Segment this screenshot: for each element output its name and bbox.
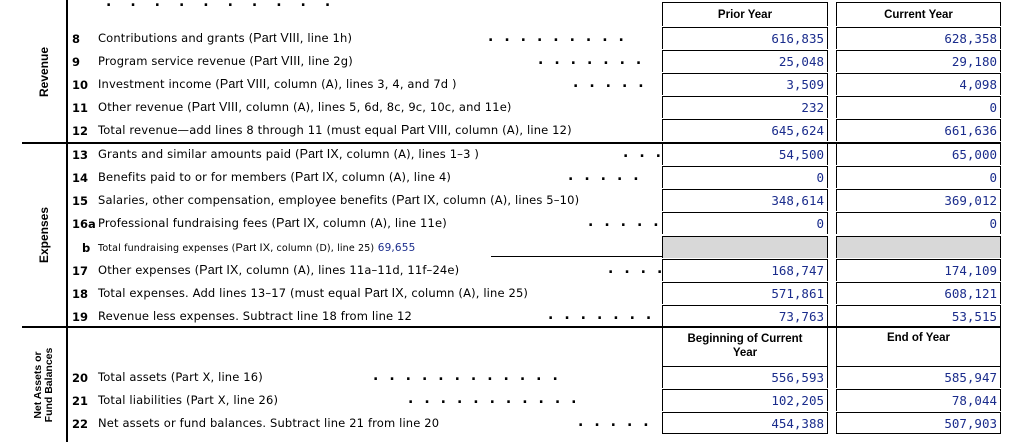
line-number: 10 (72, 78, 89, 92)
line-number: 17 (72, 264, 89, 278)
leader-dots: .... (608, 261, 674, 277)
line-21-row (68, 389, 658, 412)
line-description: Total assets (Part X, line 16) (98, 370, 263, 384)
prior-year-cell: 571,861 (662, 282, 828, 304)
leader-dots: ..... (568, 168, 650, 184)
prior-year-cell: 54,500 (662, 143, 828, 165)
line-14-row (68, 166, 658, 189)
current-year-cell: 369,012 (836, 189, 1001, 211)
prior-year-cell: 102,205 (662, 389, 828, 411)
revenue-label: Revenue (37, 46, 51, 97)
line-18-row (68, 282, 658, 305)
line-description: Net assets or fund balances. Subtract line 21 from line 20 (98, 416, 440, 430)
current-year-cell: 608,121 (836, 282, 1001, 304)
prior-year-cell: 556,593 (662, 366, 828, 388)
beginning-of-year-header: Beginning of Current Year (687, 333, 803, 359)
current-year-cell: 507,903 (836, 412, 1001, 434)
line-b-row (68, 236, 658, 259)
current-year-cell: 174,109 (836, 259, 1001, 281)
end-of-year-header: End of Year (886, 332, 951, 344)
line-8-row (68, 27, 658, 50)
prior-year-cell: 348,614 (662, 189, 828, 211)
line-10-row (68, 73, 658, 96)
line-number: 22 (72, 417, 89, 431)
line-number: 9 (72, 55, 81, 69)
current-year-cell: 0 (836, 96, 1001, 118)
leader-dots: ........... (408, 391, 588, 407)
current-year-cell: 53,515 (836, 305, 1001, 327)
current-year-cell: 78,044 (836, 389, 1001, 411)
line-description: Revenue less expenses. Subtract line 18 from line 12 (98, 309, 412, 323)
line-description: Salaries, other compensation, employee benefits (Part IX, column (A), lines 5–10) (98, 193, 580, 207)
line-number: 11 (72, 101, 89, 115)
current-year-cell: 0 (836, 166, 1001, 188)
line-description: Other revenue (Part VIII, column (A), lines 5, 6d, 8c, 9c, 10c, and 11e) (98, 100, 512, 114)
current-year-cell: 661,636 (836, 119, 1001, 141)
expenses-section-label (22, 143, 68, 327)
line-description: Total liabilities (Part X, line 26) (98, 393, 279, 407)
line-description: Professional fundraising fees (Part IX, column (A), line 11e) (98, 216, 447, 230)
line-16a-row (68, 212, 670, 235)
line-20-row (68, 366, 658, 389)
prior-year-cell: 73,763 (662, 305, 828, 327)
line-description: Other expenses (Part IX, column (A), lines 11a–11d, 11f–24e) (98, 263, 460, 277)
leader-dots: ..... (588, 214, 670, 230)
inline-underline (491, 256, 676, 257)
leader-dots: ............ (373, 368, 569, 384)
current-year-cell (836, 236, 1001, 258)
current-year-cell: 4,098 (836, 73, 1001, 95)
expenses-label: Expenses (37, 206, 51, 264)
line-number: 16a (72, 217, 96, 231)
line-number: 13 (72, 148, 89, 162)
prior-year-cell: 0 (662, 166, 828, 188)
leader-dots: ..... (578, 414, 660, 430)
line-number: 18 (72, 287, 89, 301)
current-year-cell: 628,358 (836, 27, 1001, 49)
line-13-row (68, 143, 672, 166)
leader-dots: ....... (548, 307, 663, 323)
prior-year-cell: 25,048 (662, 50, 828, 72)
line-22-row (68, 412, 658, 435)
current-year-header: Current Year (884, 9, 953, 21)
net-assets-section-label (22, 327, 68, 442)
prior-year-cell: 232 (662, 96, 828, 118)
line-description: Total fundraising expenses (Part IX, column (D), line 25) 69,655 (98, 242, 416, 254)
prior-year-cell (662, 236, 828, 258)
line-number: 8 (72, 32, 81, 46)
line-15-row (68, 189, 658, 212)
current-year-cell: 585,947 (836, 366, 1001, 388)
line-number: b (82, 241, 91, 255)
line-description: Contributions and grants (Part VIII, line 1h) (98, 31, 353, 45)
line-number: 15 (72, 194, 89, 208)
line-number: 19 (72, 310, 89, 324)
prior-year-header: Prior Year (717, 9, 773, 21)
prior-year-cell: 645,624 (662, 119, 828, 141)
line-19-row (68, 305, 663, 328)
current-year-cell: 0 (836, 212, 1001, 234)
line-description: Investment income (Part VIII, column (A), lines 3, 4, and 7d ) (98, 77, 457, 91)
leader-dots: ..... (573, 75, 655, 91)
prior-year-cell: 0 (662, 212, 828, 234)
prior-year-cell: 616,835 (662, 27, 828, 49)
line-number: 12 (72, 124, 89, 138)
leader-dots: ......... (488, 29, 635, 45)
line-12-row (68, 119, 658, 142)
line-number: 14 (72, 171, 89, 185)
form-990-summary (22, 0, 1001, 442)
line-number: 20 (72, 371, 89, 385)
line-description: Total revenue—add lines 8 through 11 (must equal Part VIII, column (A), line 12) (98, 123, 572, 137)
current-year-cell: 65,000 (836, 143, 1001, 165)
revenue-section-label (22, 0, 68, 143)
line-number: 21 (72, 394, 89, 408)
line-11-row (68, 96, 658, 119)
prior-year-cell: 168,747 (662, 259, 828, 281)
leader-dots: ... (623, 145, 672, 161)
line-17-row (68, 259, 674, 282)
line-9-row (68, 50, 658, 73)
leader-dots: ....... (538, 52, 653, 68)
line-description: Benefits paid to or for members (Part IX, column (A), line 4) (98, 170, 452, 184)
line-description: Grants and similar amounts paid (Part IX, column (A), lines 1–3 ) (98, 147, 479, 161)
fundraising-expenses-value: 69,655 (374, 242, 416, 254)
line-description: Program service revenue (Part VIII, line 2g) (98, 54, 353, 68)
leader-dots: .......... (106, 0, 350, 10)
line-description: Total expenses. Add lines 13–17 (must equal Part IX, column (A), line 25) (98, 286, 529, 300)
prior-year-cell: 454,388 (662, 412, 828, 434)
net-assets-label: Net Assets or Fund Balances (32, 347, 55, 422)
prior-year-cell: 3,509 (662, 73, 828, 95)
current-year-cell: 29,180 (836, 50, 1001, 72)
